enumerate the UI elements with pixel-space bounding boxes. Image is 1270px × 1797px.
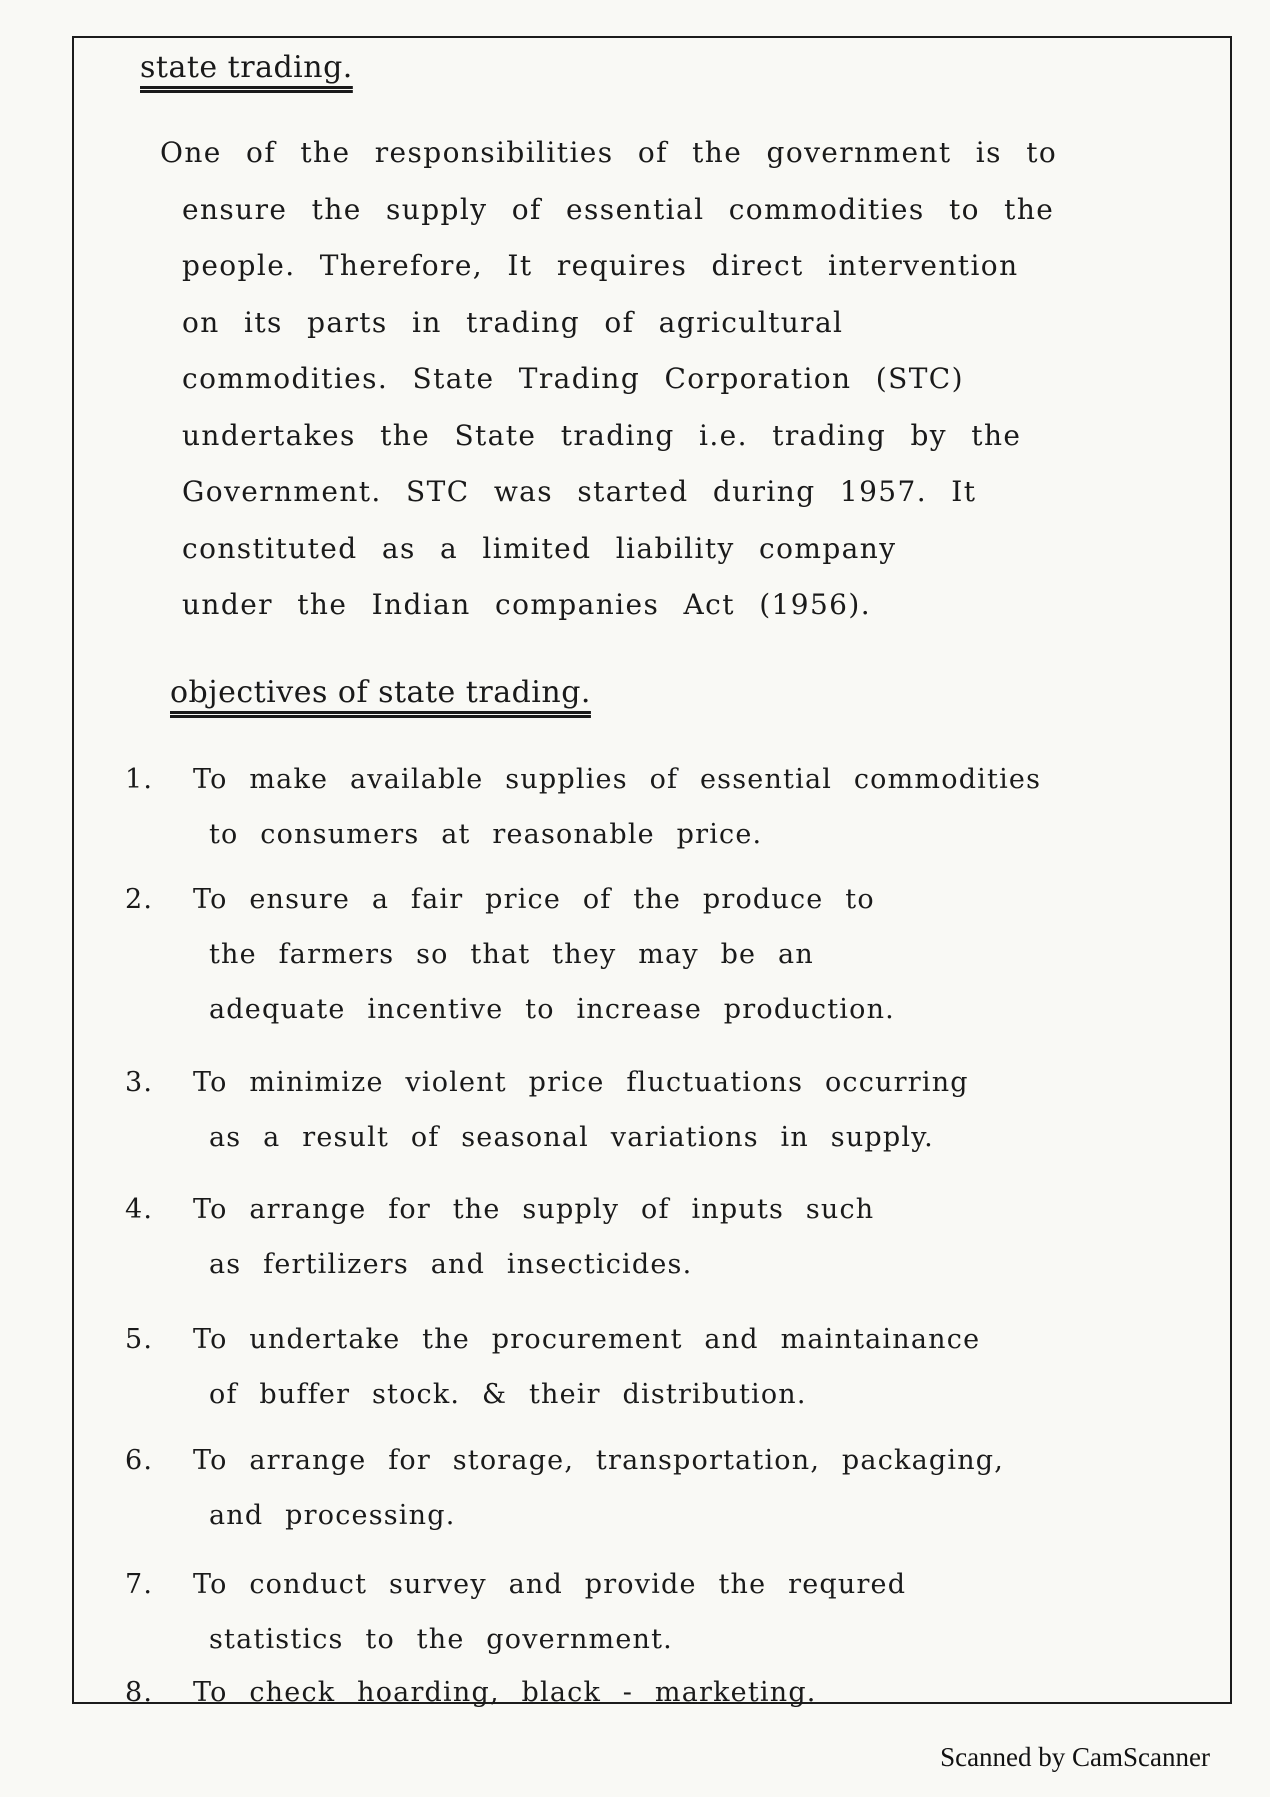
objective-number: 2. (125, 884, 154, 915)
objective-line: to consumers at reasonable price. (209, 819, 763, 850)
objective-line: To minimize violent price fluctuations occurring (193, 1067, 969, 1098)
objective-line: To conduct survey and provide the requred (193, 1569, 907, 1600)
intro-line: Government. STC was started during 1957. It (182, 475, 977, 508)
objective-number: 1. (125, 764, 154, 795)
objective-number: 6. (125, 1445, 154, 1476)
scanner-watermark: Scanned by CamScanner (940, 1742, 1210, 1772)
objective-line: To make available supplies of essential commodities (193, 764, 1042, 795)
objective-line: as fertilizers and insecticides. (209, 1249, 693, 1280)
objective-line: To ensure a fair price of the produce to (193, 884, 875, 915)
intro-line: on its parts in trading of agricultural (182, 305, 844, 339)
intro-line: under the Indian companies Act (1956). (182, 588, 871, 621)
objective-line: To undertake the procurement and maintainance (193, 1324, 981, 1355)
objective-number: 4. (125, 1194, 154, 1225)
intro-line: ensure the supply of essential commodities to the (182, 192, 1055, 226)
intro-line: One of the responsibilities of the government is to (160, 136, 1058, 169)
intro-line: commodities. State Trading Corporation (STC) (182, 362, 964, 395)
objectives-heading: objectives of state trading. (170, 675, 591, 710)
objective-line: of buffer stock. & their distribution. (209, 1379, 807, 1410)
objective-number: 3. (125, 1067, 154, 1098)
objective-line: as a result of seasonal variations in supply. (209, 1122, 934, 1153)
objective-line: the farmers so that they may be an (209, 939, 814, 970)
objective-line: statistics to the government. (209, 1624, 673, 1655)
intro-line: constituted as a limited liability company (182, 531, 897, 565)
objective-line: To check hoarding, black - marketing. (193, 1677, 817, 1708)
intro-line: people. Therefore, It requires direct intervention (182, 249, 1019, 282)
objective-line: To arrange for the supply of inputs such (193, 1194, 875, 1225)
page-title: state trading. (140, 50, 353, 85)
objective-line: To arrange for storage, transportation, packaging, (193, 1445, 1005, 1476)
objective-number: 8. (125, 1677, 154, 1708)
intro-paragraph (160, 125, 1190, 634)
objective-line: adequate incentive to increase production. (209, 994, 895, 1025)
objective-number: 5. (125, 1324, 154, 1355)
intro-line: undertakes the State trading i.e. trading by the (182, 418, 1022, 452)
objective-line: and processing. (209, 1500, 456, 1531)
objective-number: 7. (125, 1569, 154, 1600)
